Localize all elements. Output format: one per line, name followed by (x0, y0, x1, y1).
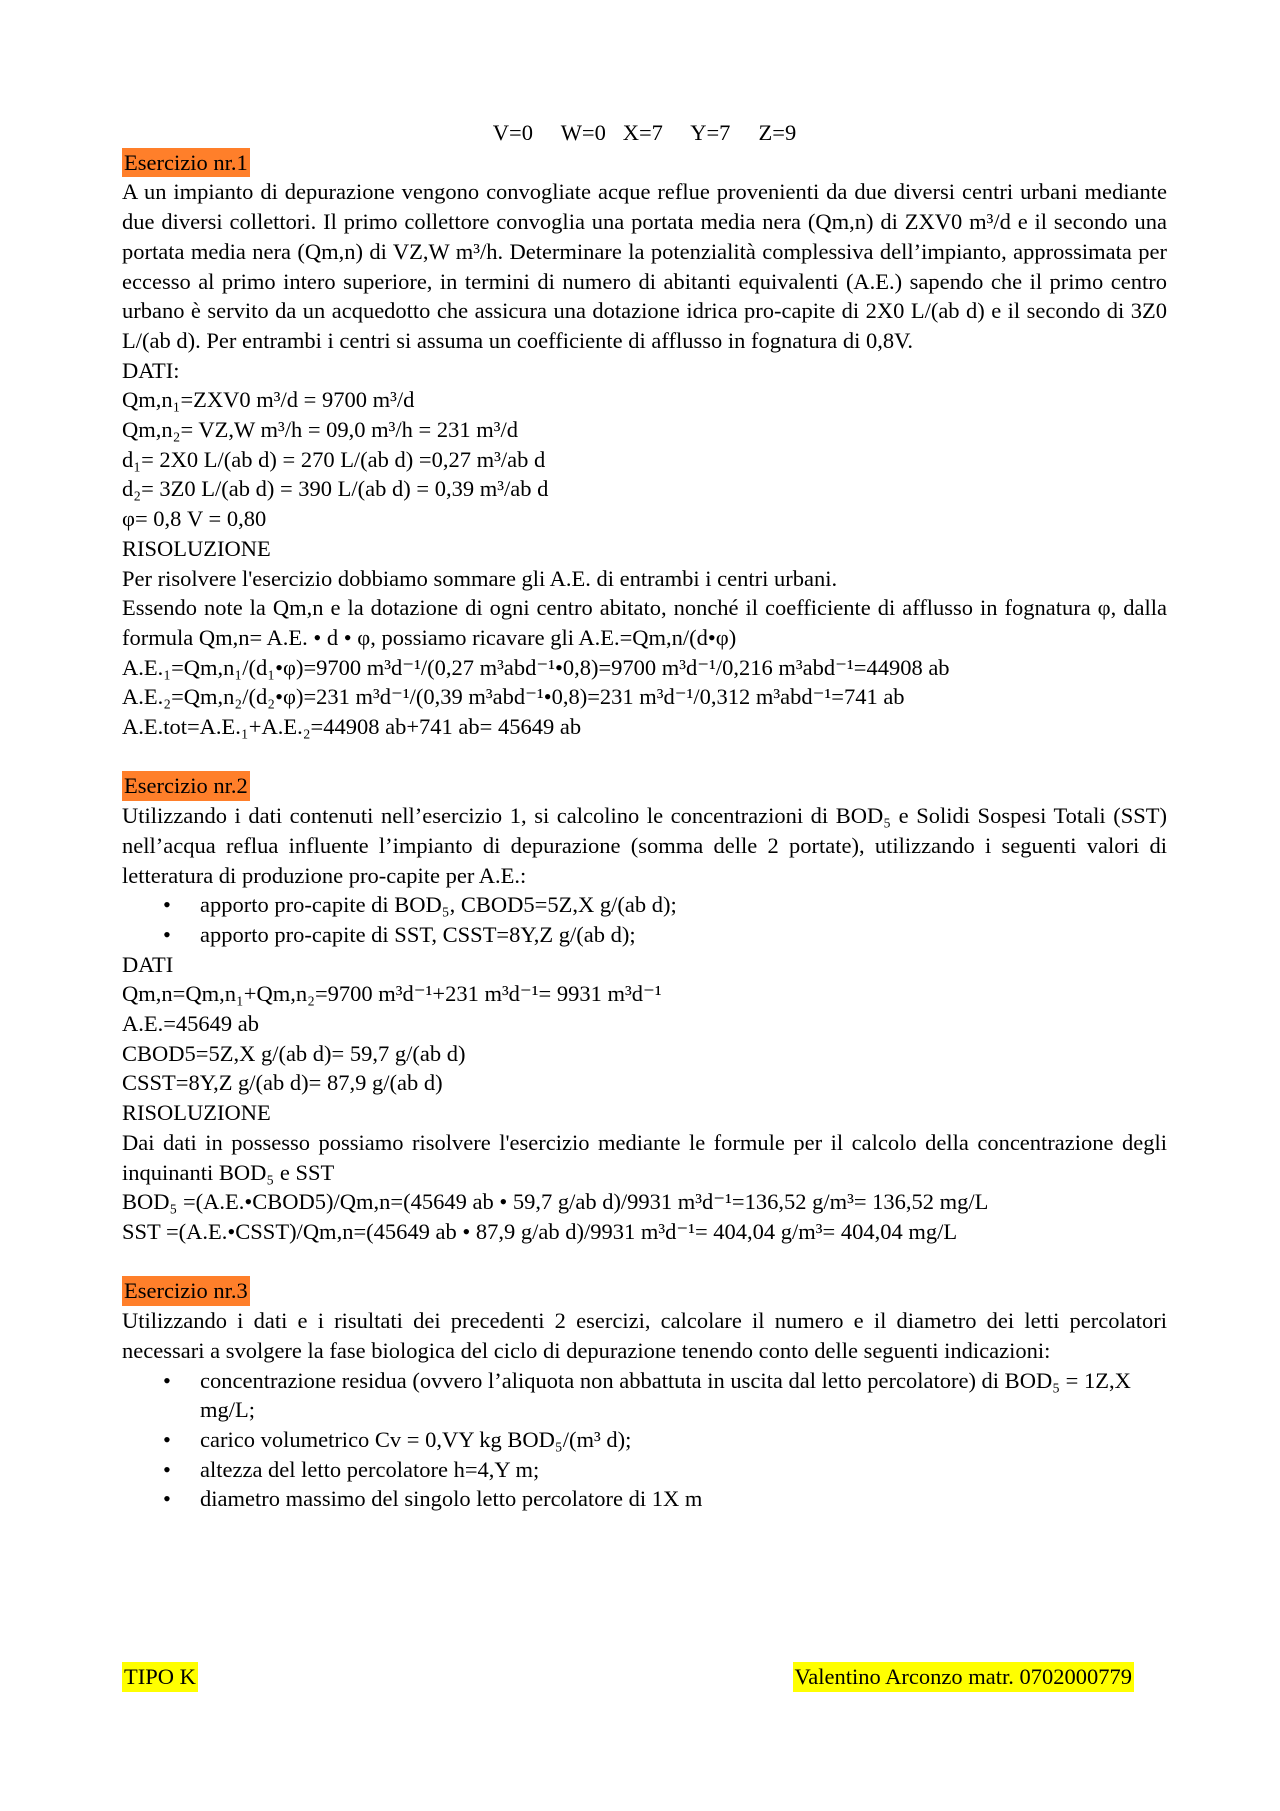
exercise-1-solution-label: RISOLUZIONE (122, 535, 271, 561)
exercise-2-calc-line: BOD₅ =(A.E.•CBOD5)/Qm,n=(45649 ab • 59,7 g/ab d)/9931 m³d⁻¹=136,52 g/m³= 136,52 mg/L (122, 1189, 989, 1215)
parameters-line: V=0 W=0 X=7 Y=7 Z=9 (492, 120, 797, 145)
exercise-1-data-label: DATI: (122, 357, 180, 383)
exercise-3-bullet-list (122, 1366, 1167, 1515)
exercise-1-calc-line: A.E.tot=A.E.₁+A.E.₂=44908 ab+741 ab= 45649 ab (122, 714, 582, 740)
list-item: • concentrazione residua (ovvero l’aliquota non abbattuta in uscita dal letto percolatore) di BOD₅ = 1Z,X mg/L; (122, 1366, 1167, 1425)
exercise-1-solution-text: Essendo note la Qm,n e la dotazione di ogni centro abitato, nonché il coefficiente di afflusso in fognatura φ, dalla formula Qm,n= A.E. • d • φ, possiamo ricavare gli A.E.=Qm,n/(d•φ) (122, 595, 1167, 650)
exercise-2-solution-label: RISOLUZIONE (122, 1100, 271, 1126)
exercise-2-heading: Esercizio nr.2 (122, 771, 250, 801)
list-item: • altezza del letto percolatore h=4,Y m; (122, 1455, 1167, 1485)
exercise-1-calc-line: A.E.₂=Qm,n₂/(d₂•φ)=231 m³d⁻¹/(0,39 m³abd⁻¹•0,8)=231 m³d⁻¹/0,312 m³abd⁻¹=741 ab (122, 684, 905, 710)
list-item: • carico volumetrico Cv = 0,VY kg BOD₅/(m³ d); (122, 1425, 1167, 1455)
exercise-1-data-line: Qm,n₁=ZXV0 m³/d = 9700 m³/d (122, 387, 415, 413)
exercise-1-data-line: d₁= 2X0 L/(ab d) = 270 L/(ab d) =0,27 m³/ab d (122, 446, 546, 472)
list-item: • apporto pro-capite di BOD₅, CBOD5=5Z,X g/(ab d); (122, 890, 1167, 920)
exercise-2-calc-line: SST =(A.E.•CSST)/Qm,n=(45649 ab • 87,9 g/ab d)/9931 m³d⁻¹= 404,04 g/m³= 404,04 mg/L (122, 1219, 958, 1244)
exercise-2-data-line: Qm,n=Qm,n₁+Qm,n₂=9700 m³d⁻¹+231 m³d⁻¹= 9931 m³d⁻¹ (122, 981, 662, 1007)
exercise-2-bullet-list (122, 890, 1167, 949)
exercise-3-heading: Esercizio nr.3 (122, 1276, 250, 1306)
exercise-1-data-line: Qm,n₂= VZ,W m³/h = 09,0 m³/h = 231 m³/d (122, 417, 518, 443)
exercise-1-data-line: d₂= 3Z0 L/(ab d) = 390 L/(ab d) = 0,39 m³/ab d (122, 476, 549, 502)
exercise-1-data-line: φ= 0,8 V = 0,80 (122, 506, 267, 532)
exercise-2-data-line: CBOD5=5Z,X g/(ab d)= 59,7 g/(ab d) (122, 1040, 466, 1066)
exercise-1-solution-intro: Per risolvere l'esercizio dobbiamo sommare gli A.E. di entrambi i centri urbani. (122, 565, 838, 591)
exercise-2-data-line: CSST=8Y,Z g/(ab d)= 87,9 g/(ab d) (122, 1070, 443, 1096)
exercise-1-heading: Esercizio nr.1 (122, 148, 250, 178)
exercise-1-text: A un impianto di depurazione vengono convogliate acque reflue provenienti da due diversi centri urbani mediante due diversi collettori. Il primo collettore convoglia una portata media nera (Qm,n) di ZXV0 m³/d e il secondo una portata media nera (Qm,n) di VZ,W m³/h. Determinare la potenzialità complessiva dell’impianto, approssimata per eccesso al primo intero superiore, in termini di numero di abitanti equivalenti (A.E.) sapendo che il primo centro urbano è servito da un acquedotto che assicura una dotazione idrica pro-capite di 2X0 L/(ab d) e il secondo di 3Z0 L/(ab d). Per entrambi i centri si assuma un coefficiente di afflusso in fognatura di 0,8V. (122, 179, 1167, 353)
exercise-2-solution-text: Dai dati in possesso possiamo risolvere l'esercizio mediante le formule per il calcolo della concentrazione degli inquinanti BOD₅ e SST (122, 1129, 1167, 1185)
footer-type-label: TIPO K (122, 1662, 198, 1692)
list-item: • diametro massimo del singolo letto percolatore di 1X m (122, 1484, 1167, 1514)
document-body (122, 118, 1167, 1514)
exercise-1-calc-line: A.E.₁=Qm,n₁/(d₁•φ)=9700 m³d⁻¹/(0,27 m³abd⁻¹•0,8)=9700 m³d⁻¹/0,216 m³abd⁻¹=44908 ab (122, 654, 950, 680)
exercise-2-data-line: A.E.=45649 ab (122, 1011, 260, 1037)
exercise-2-text: Utilizzando i dati contenuti nell’esercizio 1, si calcolino le concentrazioni di BOD₅ e Solidi Sospesi Totali (SST) nell’acqua reflua influente l’impianto di depurazione (somma delle 2 portate), utilizzando i seguenti valori di letteratura di produzione pro-capite per A.E.: (122, 803, 1167, 888)
footer-author: Valentino Arconzo matr. 0702000779 (793, 1662, 1134, 1692)
exercise-2-data-label: DATI (122, 951, 174, 977)
list-item: • apporto pro-capite di SST, CSST=8Y,Z g/(ab d); (122, 920, 1167, 950)
exercise-3-text: Utilizzando i dati e i risultati dei precedenti 2 esercizi, calcolare il numero e il diametro dei letti percolatori necessari a svolgere la fase biologica del ciclo di depurazione tenendo conto delle seguenti indicazioni: (122, 1308, 1167, 1363)
